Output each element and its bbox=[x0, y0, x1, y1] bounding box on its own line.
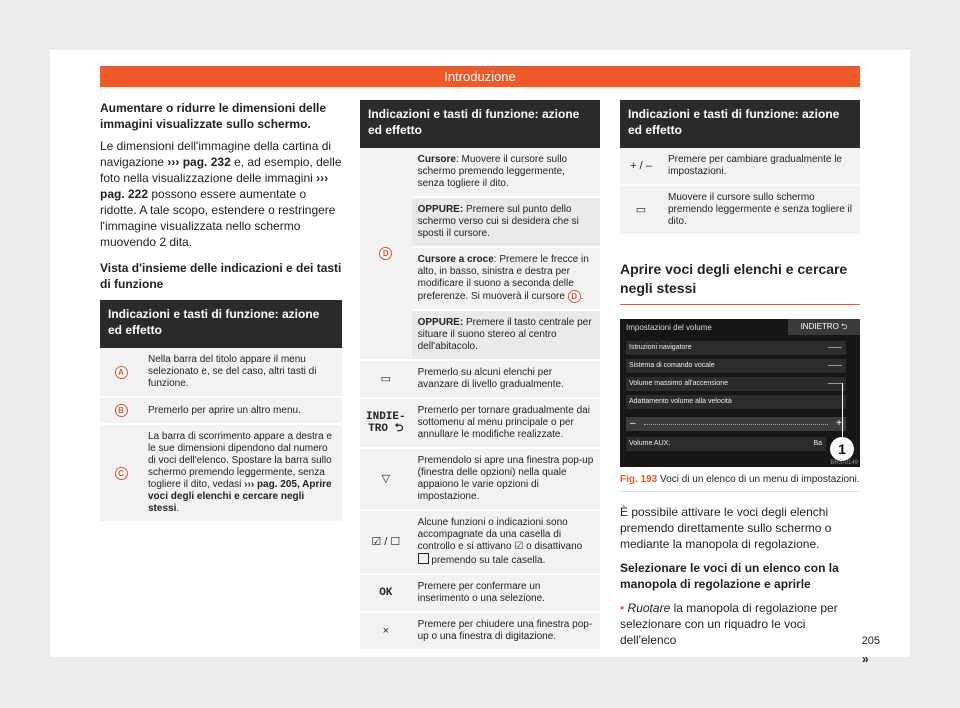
label-badge-b: B bbox=[115, 404, 128, 417]
back-button-symbol: INDIE-TRO ⮌ bbox=[360, 398, 412, 448]
intro-paragraph: Le dimensioni dell'immagine della cartina di navigazione ››› pag. 232 e, ad esempio, delle foto nella visualizzazione delle immagini ››› pag. 222 possono essere aumentate o ridotte. A tale scopo, estendere o restringere l'immagine visualizzata nello schermo muovendo 2 dita. bbox=[100, 139, 342, 249]
label-badge-d-inline: D bbox=[568, 290, 581, 303]
cursor-bar-icon: ▭ bbox=[620, 185, 662, 235]
row-description: Cursore a croce: Premere le frecce in alto, in basso, sinistra e destra per modificare il suono a seconda delle preferenze. Si muoverà il cursore D . bbox=[412, 247, 600, 310]
row-description: Nella barra del titolo appare il menu selezionato e, se del caso, altri tasti di funzione. bbox=[142, 348, 342, 397]
volume-slider[interactable] bbox=[626, 417, 846, 431]
table-row bbox=[360, 448, 600, 510]
close-icon: × bbox=[360, 612, 412, 650]
row-description: OPPURE: Premere sul punto dello schermo verso cui si desidera che si sposti il cursore. bbox=[412, 197, 600, 247]
continue-marker: » bbox=[862, 652, 869, 666]
bullet-item: • Ruotare la manopola di regolazione per selezionare con un riquadro le voci dell'elenco bbox=[620, 601, 838, 647]
back-button[interactable]: INDIETRO ⮌ bbox=[788, 319, 860, 335]
row-description: La barra di scorrimento appare a destra e le sue dimensioni dipendono dal numero di voci dell'elenco. Spostare la barra sullo schermo premendo leggermente, senza togliere il dito, vedasi ››› pag. 205, Aprire voci degli elenchi e cercare negli stessi. bbox=[142, 424, 342, 522]
list-item[interactable]: Volume AUX: Ba bbox=[626, 437, 826, 451]
level-up-icon: ▭ bbox=[360, 360, 412, 398]
slider-plus[interactable]: + bbox=[836, 418, 842, 429]
checkbox-checked-icon: ☑ bbox=[514, 541, 524, 552]
row-description: Premerlo per aprire un altro menu. bbox=[142, 397, 342, 424]
page-ref-link[interactable]: ››› pag. 205, Aprire voci degli elenchi e cercare negli stessi bbox=[148, 479, 332, 514]
ok-button-symbol: OK bbox=[360, 574, 412, 612]
figure-caption: Fig. 193 Voci di un elenco di un menu di impostazioni. bbox=[620, 473, 860, 492]
row-description: Premerlo su alcuni elenchi per avanzare di livello gradualmente. bbox=[412, 360, 600, 398]
table-row bbox=[100, 348, 342, 397]
knob-subheading: Selezionare le voci di un elenco con la manopola di regolazione e aprirle bbox=[620, 561, 839, 591]
screen-title: Impostazioni del volume bbox=[626, 323, 712, 332]
page bbox=[50, 50, 910, 666]
table-row bbox=[360, 148, 600, 197]
page-ref-link[interactable]: ››› pag. 232 bbox=[167, 155, 231, 169]
label-badge-d: D bbox=[379, 247, 392, 260]
list-item[interactable]: Adattamento volume alla velocità bbox=[626, 395, 846, 409]
function-table-2 bbox=[360, 100, 600, 651]
table-row bbox=[620, 148, 860, 185]
list-item[interactable]: Volume massimo all'accensione bbox=[626, 377, 846, 391]
dropdown-triangle-icon: ▽ bbox=[360, 448, 412, 510]
row-description: Cursore: Muovere il cursore sullo schermo premendo leggermente, senza togliere il dito. bbox=[412, 148, 600, 197]
table-row bbox=[360, 360, 600, 398]
table-row bbox=[100, 424, 342, 522]
list-item[interactable]: Sistema di comando vocale bbox=[626, 359, 846, 373]
table-header: Indicazioni e tasti di funzione: azione ed effetto bbox=[620, 100, 860, 148]
callout-number: 1 bbox=[830, 437, 854, 461]
chapter-header: Introduzione bbox=[100, 66, 860, 87]
callout-line bbox=[842, 383, 843, 438]
function-table-3 bbox=[620, 100, 860, 236]
plus-minus-icon: + / – bbox=[620, 148, 662, 185]
table-row bbox=[360, 398, 600, 448]
row-description: Muovere il cursore sullo schermo premendo leggermente e senza togliere il dito. bbox=[662, 185, 860, 235]
table-row bbox=[360, 574, 600, 612]
row-description: OPPURE: Premere il tasto centrale per situare il suono stereo al centro dell'abitacolo. bbox=[412, 310, 600, 360]
section-title: Aprire voci degli elenchi e cercare negli stessi bbox=[620, 260, 860, 305]
table-row bbox=[360, 612, 600, 650]
row-description: Premendolo si apre una finestra pop-up (finestra delle opzioni) nella quale appaiono le varie opzioni di impostazione. bbox=[412, 448, 600, 510]
table-header: Indicazioni e tasti di funzione: azione ed effetto bbox=[100, 300, 342, 348]
page-ref-link[interactable]: ››› pag. 222 bbox=[100, 171, 329, 201]
body-paragraph: È possibile attivare le voci degli elenchi premendo direttamente sullo schermo o mediante la manopola di regolazione. bbox=[620, 505, 832, 551]
slider-track[interactable] bbox=[644, 424, 828, 426]
column-left bbox=[100, 100, 342, 523]
row-description: Alcune funzioni o indicazioni sono accompagnate da una casella di controllo e si attivano ☑ o disattivano premendo su tale casella. bbox=[412, 510, 600, 574]
row-description: Premere per confermare un inserimento o una selezione. bbox=[412, 574, 600, 612]
figure-code: BRS-0149 bbox=[830, 460, 858, 466]
page-number: 205 bbox=[861, 635, 880, 647]
table-row bbox=[360, 510, 600, 574]
intro-heading: Aumentare o ridurre le dimensioni delle immagini visualizzate sullo schermo. bbox=[100, 101, 327, 131]
list-item[interactable]: Istruzioni navigatore bbox=[626, 341, 846, 355]
slider-minus[interactable]: – bbox=[630, 418, 636, 429]
volume-settings-screenshot bbox=[620, 319, 860, 467]
label-badge-c: C bbox=[115, 467, 128, 480]
table-row bbox=[620, 185, 860, 235]
table-row bbox=[100, 397, 342, 424]
function-table-1 bbox=[100, 300, 342, 523]
table-header: Indicazioni e tasti di funzione: azione ed effetto bbox=[360, 100, 600, 148]
row-description: Premere per chiudere una finestra pop-up o una finestra di digitazione. bbox=[412, 612, 600, 650]
row-description: Premere per cambiare gradualmente le impostazioni. bbox=[662, 148, 860, 185]
label-badge-a: A bbox=[115, 366, 128, 379]
checkbox-empty-icon bbox=[418, 553, 429, 564]
checkbox-icon: ☑ / ☐ bbox=[360, 510, 412, 574]
column-right bbox=[620, 100, 860, 654]
overview-subheading: Vista d'insieme delle indicazioni e dei tasti di funzione bbox=[100, 261, 342, 291]
row-description: Premerlo per tornare gradualmente dai sottomenu al menu principale o per annullare le modifiche realizzate. bbox=[412, 398, 600, 448]
column-middle bbox=[360, 100, 600, 651]
